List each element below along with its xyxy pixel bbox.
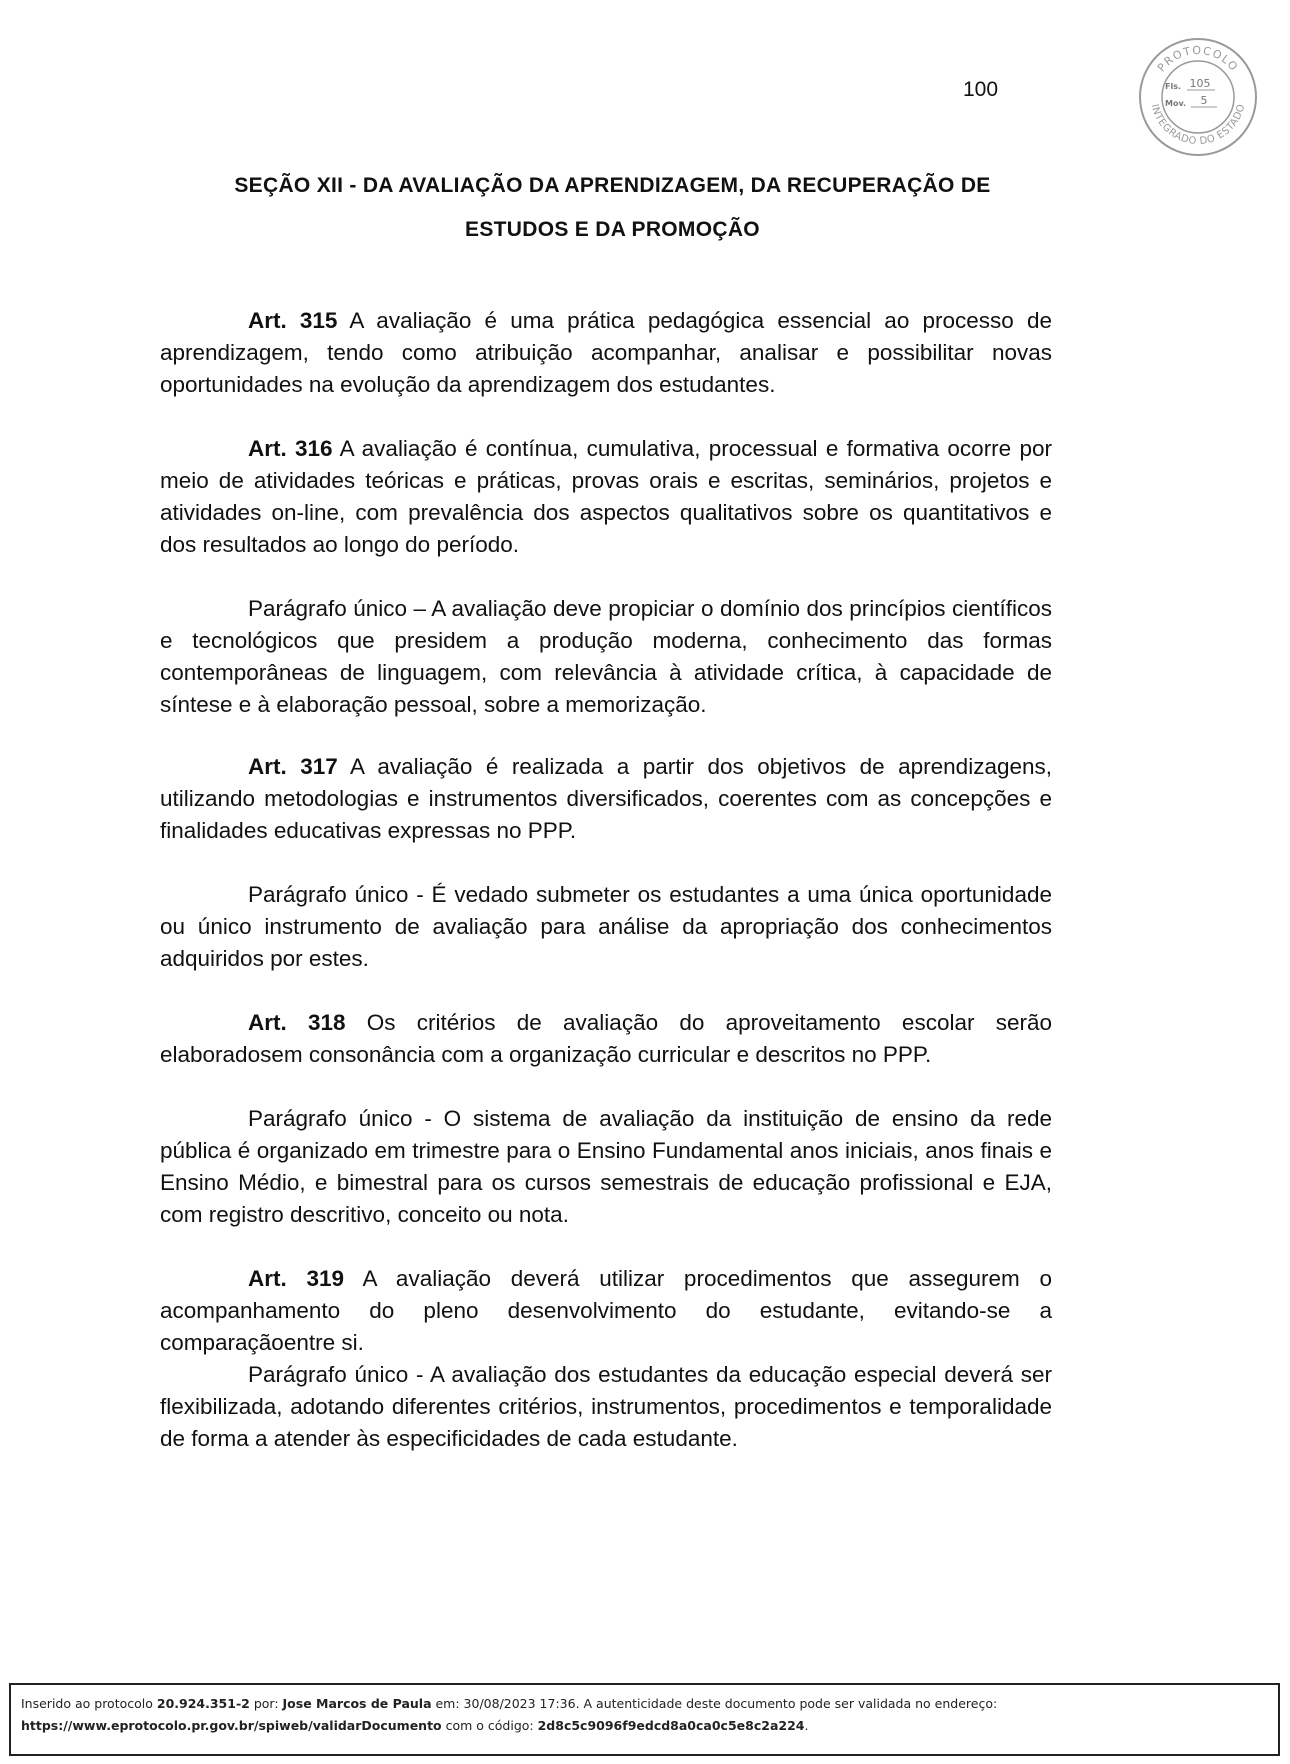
footer-text: Inserido ao protocolo (21, 1696, 157, 1711)
footer-protocol-number: 20.924.351-2 (156, 1696, 250, 1711)
footer-text: por: (249, 1696, 283, 1711)
stamp-bottom-text: INTEGRADO DO ESTADO (1148, 102, 1248, 148)
article-label: Art. 318 (248, 1010, 346, 1035)
paragraph-unico-318 (160, 1103, 1052, 1231)
section-title-line-1: SEÇÃO XII - DA AVALIAÇÃO DA APRENDIZAGEM, DA RECUPERAÇÃO DE (234, 174, 991, 197)
page-number: 100 (963, 78, 999, 101)
stamp-fls-value: 105 (1189, 77, 1211, 90)
footer-validation-code: 2d8c5c9096f9edcd8a0ca0c5e8c2a224 (537, 1718, 805, 1733)
article-text: A avaliação é uma prática pedagógica essencial ao processo de aprendizagem, tendo como atribuição acompanhar, analisar e possibilitar novas oportunidades na evolução da aprendizagem dos estudantes. (160, 308, 1052, 397)
article-text: Parágrafo único - A avaliação dos estudantes da educação especial deverá ser flexibilizada, adotando diferentes critérios, instrumentos, procedimentos e temporalidade de forma a atender às especificidades de cada estudante. (160, 1362, 1052, 1451)
article-text: Parágrafo único – A avaliação deve propiciar o domínio dos princípios científicos e tecnológicos que presidem a produção moderna, conhecimento das formas contemporâneas de linguagem, com relevância à atividade crítica, à capacidade de síntese e à elaboração pessoal, sobre a memorização. (160, 596, 1052, 717)
article-text: Parágrafo único - O sistema de avaliação da instituição de ensino da rede pública é organizado em trimestre para o Ensino Fundamental anos iniciais, anos finais e Ensino Médio, e bimestral para os cursos semestrais de educação profissional e EJA, com registro descritivo, conceito ou nota. (160, 1106, 1052, 1227)
article-label: Art. 316 (248, 436, 333, 461)
article-text: Os critérios de avaliação do aproveitamento escolar serão elaboradosem consonância com a organização curricular e descritos no PPP. (160, 1010, 1052, 1067)
section-title-line-2: ESTUDOS E DA PROMOÇÃO (465, 218, 760, 241)
footer-text: com o código: (441, 1718, 538, 1733)
stamp-top-text: PROTOCOLO (1154, 43, 1241, 75)
protocol-stamp (1137, 36, 1259, 158)
article-text: Parágrafo único - É vedado submeter os estudantes a uma única oportunidade ou único instrumento de avaliação para análise da apropriação dos conhecimentos adquiridos por estes. (160, 882, 1052, 971)
footer-author: Jose Marcos de Paula (282, 1696, 432, 1711)
article-label: Art. 319 (248, 1266, 344, 1291)
paragraph-unico-316 (160, 593, 1052, 721)
paragraph-unico-319 (160, 1359, 1052, 1455)
footer-validation-url[interactable]: https://www.eprotocolo.pr.gov.br/spiweb/validarDocumento (21, 1718, 442, 1733)
article-318 (160, 1007, 1052, 1071)
footer-text: . (804, 1718, 809, 1733)
footer-text: em: 30/08/2023 17:36. A autenticidade deste documento pode ser validada no endereço: (431, 1696, 998, 1711)
article-text: A avaliação é realizada a partir dos objetivos de aprendizagens, utilizando metodologias e instrumentos diversificados, coerentes com as concepções e finalidades educativas expressas no PPP. (160, 754, 1052, 843)
article-label: Art. 315 (248, 308, 338, 333)
stamp-mov-value: 5 (1200, 94, 1208, 107)
article-label: Art. 317 (248, 754, 338, 779)
authenticity-footer (9, 1683, 1280, 1756)
article-316 (160, 433, 1052, 561)
stamp-mov-label: Mov. (1165, 99, 1187, 108)
article-317 (160, 751, 1052, 847)
article-319 (160, 1263, 1052, 1359)
article-text: A avaliação deverá utilizar procedimentos que assegurem o acompanhamento do pleno desenvolvimento do estudante, evitando-se a comparaçãoentre si. (160, 1266, 1052, 1355)
stamp-fls-label: Fls. (1165, 82, 1182, 91)
article-315 (160, 305, 1052, 401)
article-text: A avaliação é contínua, cumulativa, processual e formativa ocorre por meio de atividades teóricas e práticas, provas orais e escritas, seminários, projetos e atividades on-line, com prevalência dos aspectos qualitativos sobre os quantitativos e dos resultados ao longo do período. (160, 436, 1052, 557)
paragraph-unico-317 (160, 879, 1052, 975)
